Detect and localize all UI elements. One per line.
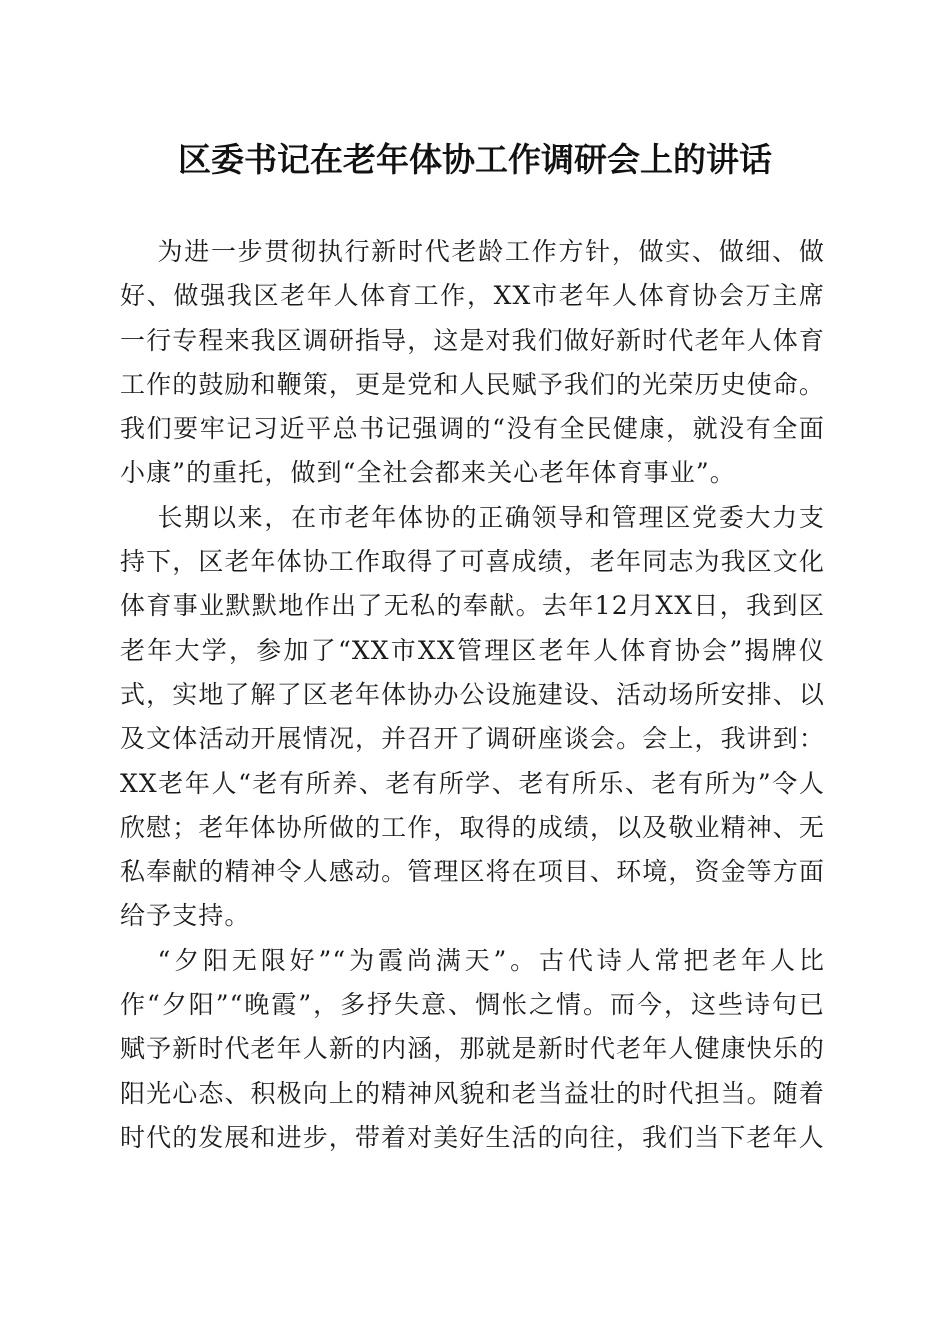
document-title: 区委书记在老年体协工作调研会上的讲话 [178,140,772,179]
document-body [120,230,825,1160]
paragraph-1: 为进一步贯彻执行新时代老龄工作方针，做实、做细、做好、做强我区老年人体育工作，XX市老年人体育协会万主席一行专程来我区调研指导，这是对我们做好新时代老年人体育工作的鼓励和鞭策，更是党和人民赋予我们的光荣历史使命。我们要牢记习近平总书记强调的“没有全民健康，就没有全面小康”的重托，做到“全社会都来关心老年体育事业”。 [120,237,825,488]
paragraph-3: “夕阳无限好”“为霞尚满天”。古代诗人常把老年人比作“夕阳”“晚霞”，多抒失意、惆怅之情。而今，这些诗句已赋予新时代老年人新的内涵，那就是新时代老年人健康快乐的阳光心态、积极向上的精神风貌和老当益壮的时代担当。随着时代的发展和进步，带着对美好生活的向往，我们当下老年人 [120,945,825,1152]
paragraph-2: 长期以来，在市老年体协的正确领导和管理区党委大力支持下，区老年体协工作取得了可喜成绩，老年同志为我区文化体育事业默默地作出了无私的奉献。去年12月XX日，我到区老年大学，参加了“XX市XX管理区老年人体育协会”揭牌仪式，实地了解了区老年体协办公设施建设、活动场所安排、以及文体活动开展情况，并召开了调研座谈会。会上，我讲到：XX老年人“老有所养、老有所学、老有所乐、老有所为”令人欣慰；老年体协所做的工作，取得的成绩，以及敬业精神、无私奉献的精神令人感动。管理区将在项目、环境，资金等方面给予支持。 [120,502,825,931]
